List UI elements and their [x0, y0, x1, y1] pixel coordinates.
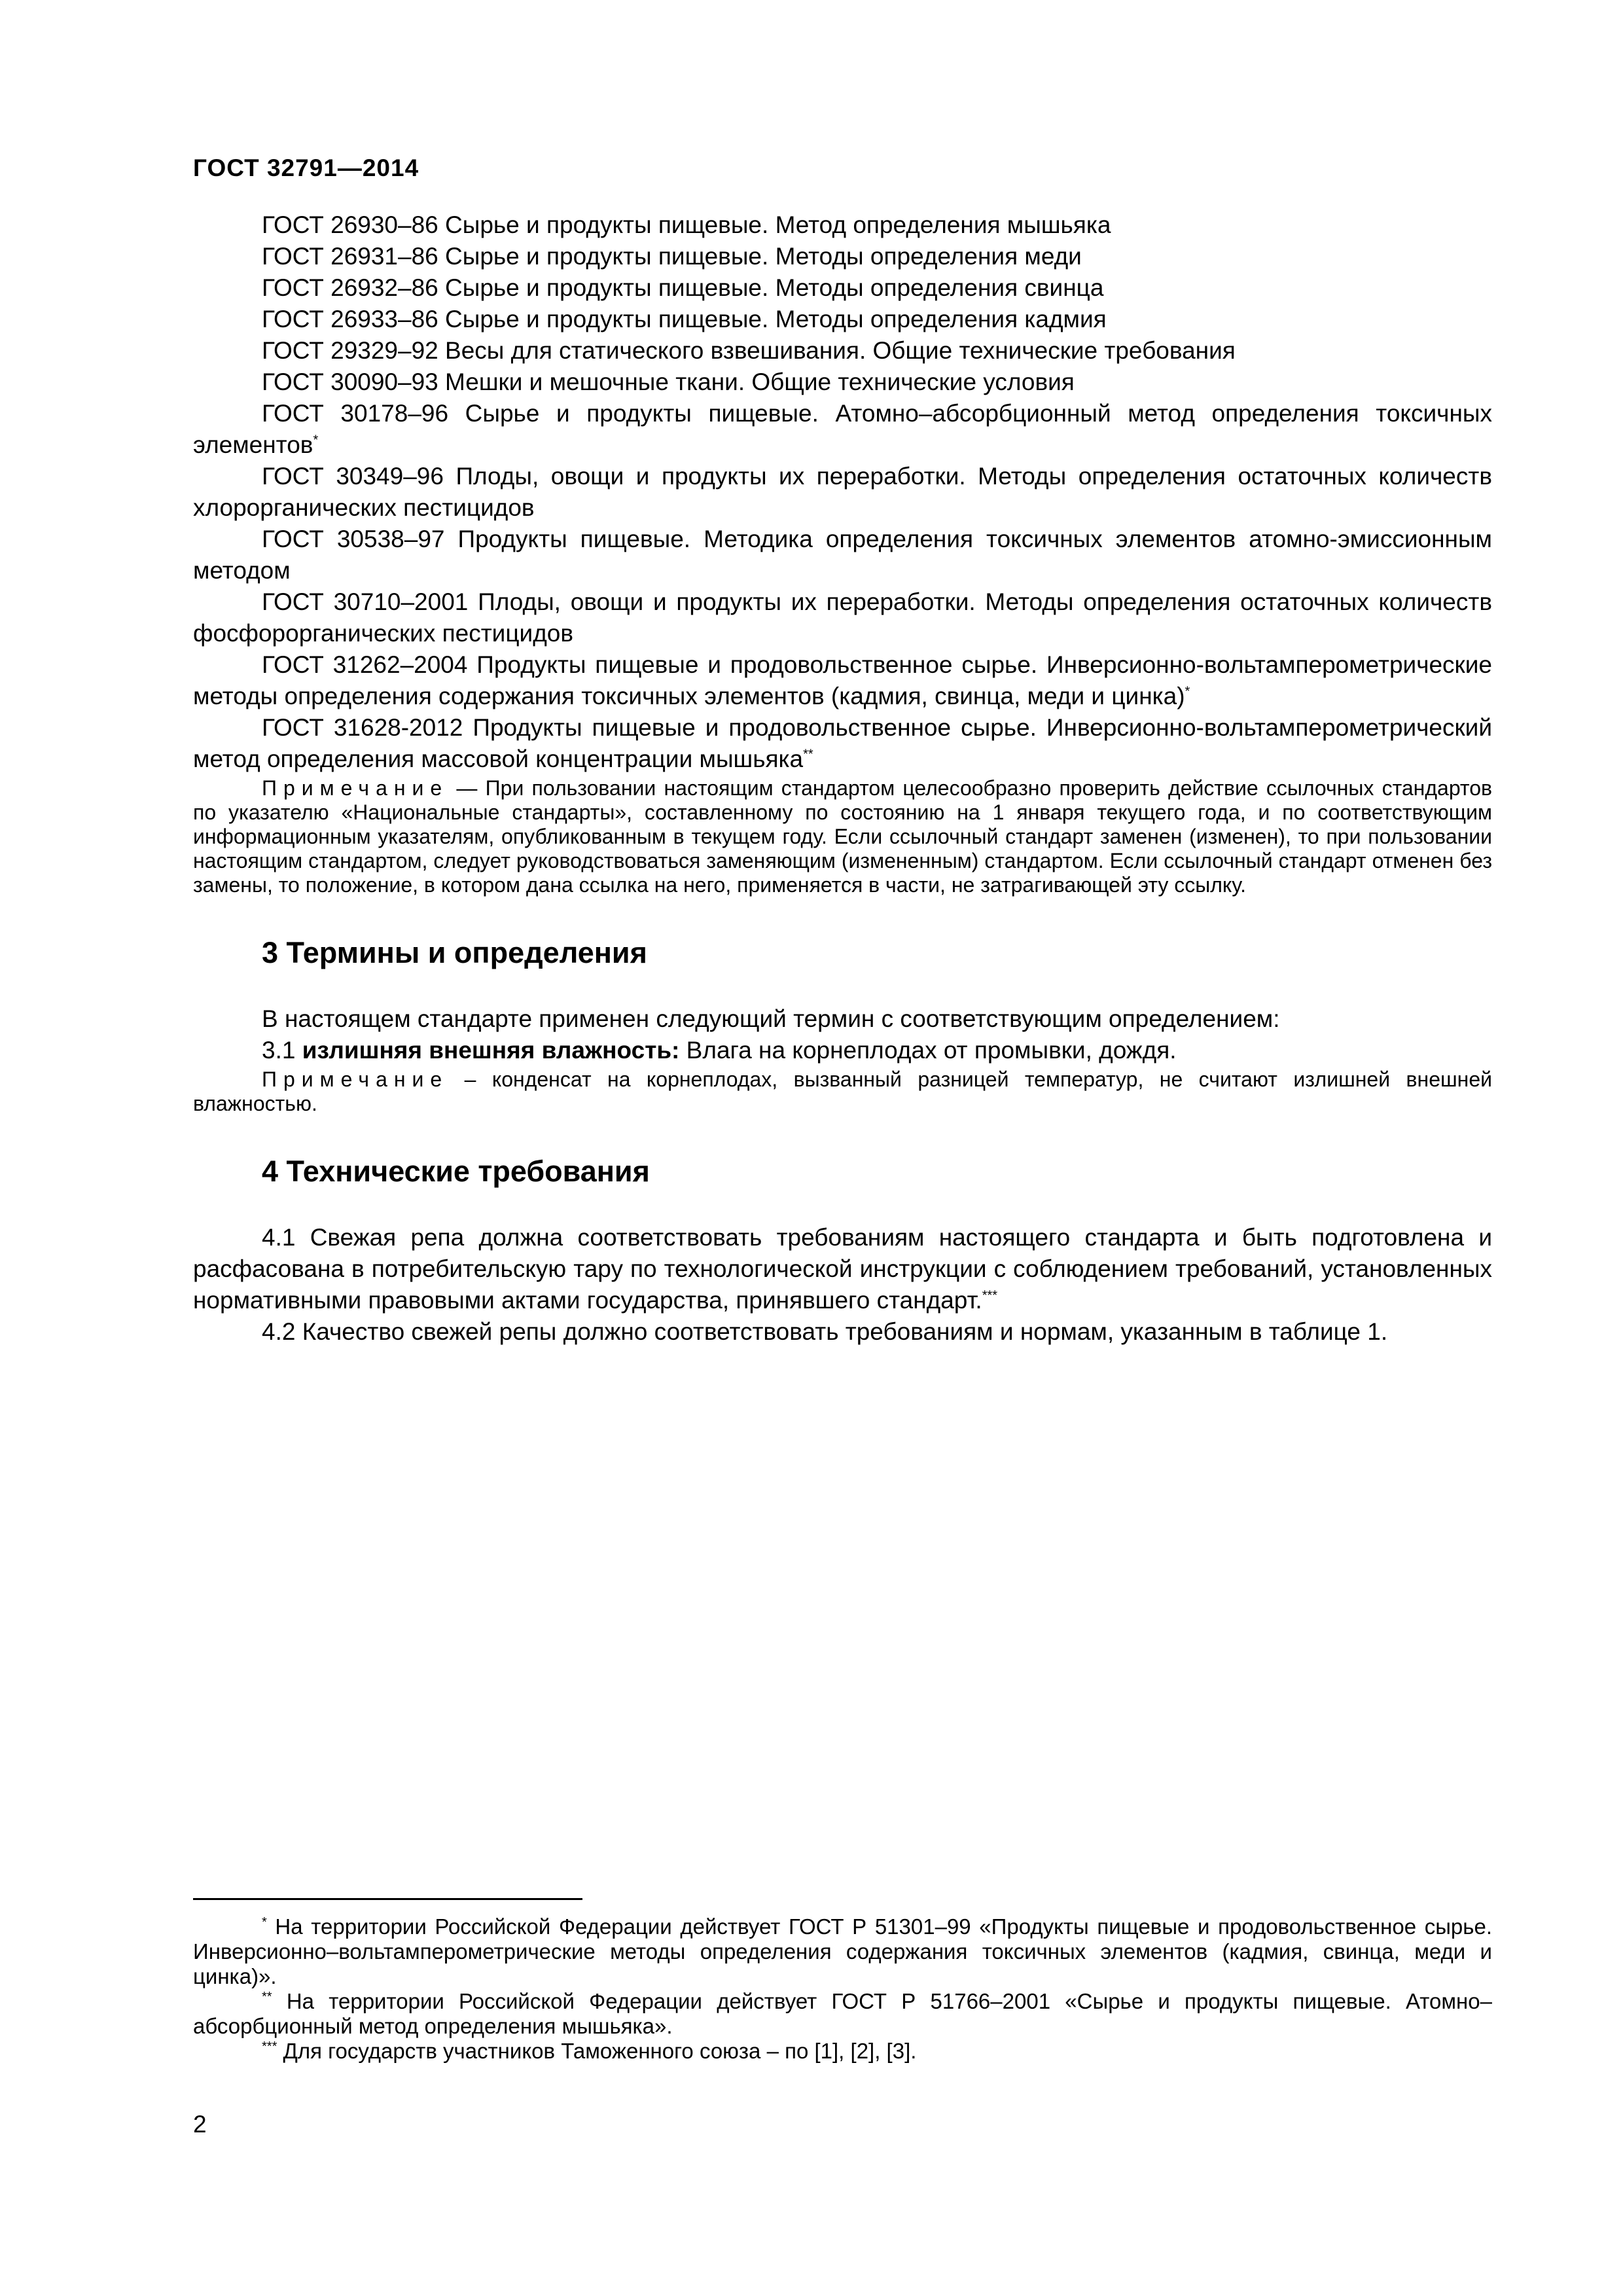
footnote-mark: * — [313, 433, 319, 448]
footnotes — [193, 1898, 1492, 2064]
footnote-item: *** Для государств участников Таможенного союза – по [1], [2], [3]. — [262, 2039, 917, 2063]
footnote-item: ** На территории Российской Федерации действует ГОСТ Р 51766–2001 «Сырье и продукты пищевые. Атомно–абсорбционный метод определения мышьяка». — [193, 1989, 1492, 2038]
reference-item: ГОСТ 26932–86 Сырье и продукты пищевые. Методы определения свинца — [262, 274, 1104, 301]
note-text: — При пользовании настоящим стандартом целесообразно проверить действие ссылочных стандартов по указателю «Национальные стандарты», составленному по состоянию на 1 января текущего года, и по соответствующим информационным указателям, опубликованным в текущем году. Если ссылочный стандарт заменен (изменен), то при пользовании настоящим стандартом, следует руководствоваться заменяющим (измененным) стандартом. Если ссылочный стандарт отменен без замены, то положение, в котором дана ссылка на него, применяется в части, не затрагивающей эту ссылку. — [193, 776, 1492, 897]
footnote-mark: ** — [803, 747, 813, 762]
footnote-mark: * — [262, 1915, 267, 1929]
footnote-mark: * — [1185, 684, 1190, 699]
clause-4-1: 4.1 Свежая репа должна соответствовать требованиям настоящего стандарта и быть подготовлена и расфасована в потребительскую тару по технологической инструкции с соблюдением требований, установленных нормативными правовыми актами государства, принявшего стандарт.*** — [193, 1224, 1492, 1314]
reference-item: ГОСТ 26930–86 Сырье и продукты пищевые. Метод определения мышьяка — [262, 211, 1111, 238]
note-label: Примечание — [262, 1067, 449, 1091]
document-header: ГОСТ 32791—2014 — [193, 154, 419, 181]
reference-item: ГОСТ 31262–2004 Продукты пищевые и продовольственное сырье. Инверсионно-вольтамперометрические методы определения содержания токсичных элементов (кадмия, свинца, меди и цинка)* — [193, 651, 1492, 709]
page-body — [193, 209, 1492, 1348]
normative-references-list — [193, 209, 1492, 775]
reference-item: ГОСТ 30090–93 Мешки и мешочные ткани. Общие технические условия — [262, 368, 1075, 395]
term-note — [193, 1067, 1492, 1116]
reference-item: ГОСТ 26933–86 Сырье и продукты пищевые. Методы определения кадмия — [262, 306, 1107, 332]
section-4-heading: 4 Технические требования — [262, 1155, 650, 1188]
footnote-separator — [193, 1898, 582, 1900]
footnote-mark: *** — [262, 2039, 277, 2054]
reference-item: ГОСТ 26931–86 Сырье и продукты пищевые. Методы определения меди — [262, 243, 1082, 270]
reference-item: ГОСТ 29329–92 Весы для статического взвешивания. Общие технические требования — [262, 337, 1236, 364]
reference-item: ГОСТ 30710–2001 Плоды, овощи и продукты их переработки. Методы определения остаточных количеств фосфорорганических пестицидов — [193, 588, 1492, 647]
reference-item: ГОСТ 31628-2012 Продукты пищевые и продовольственное сырье. Инверсионно-вольтамперометрический метод определения массовой концентрации мышьяка** — [193, 714, 1492, 772]
term-name: излишняя внешняя влажность: — [302, 1037, 680, 1064]
section-3-intro: В настоящем стандарте применен следующий термин с соответствующим определением: — [262, 1005, 1280, 1032]
note-text: – конденсат на корнеплодах, вызванный разницей температур, не считают излишней внешней влажностью. — [193, 1067, 1492, 1115]
footnote-mark: ** — [262, 1990, 272, 2004]
section-3-heading: 3 Термины и определения — [262, 936, 647, 969]
reference-item: ГОСТ 30538–97 Продукты пищевые. Методика определения токсичных элементов атомно-эмиссионным методом — [193, 526, 1492, 584]
footnote-item: * На территории Российской Федерации действует ГОСТ Р 51301–99 «Продукты пищевые и продовольственное сырье. Инверсионно–вольтамперометрические методы определения содержания токсичных элементов (кадмия, свинца, меди и цинка)». — [193, 1914, 1492, 1988]
clause-4-2: 4.2 Качество свежей репы должно соответствовать требованиям и нормам, указанным в таблице 1. — [262, 1318, 1388, 1345]
reference-item: ГОСТ 30178–96 Сырье и продукты пищевые. Атомно–абсорбционный метод определения токсичных элементов* — [193, 400, 1492, 458]
reference-item: ГОСТ 30349–96 Плоды, овощи и продукты их переработки. Методы определения остаточных количеств хлорорганических пестицидов — [193, 463, 1492, 521]
reference-note — [193, 776, 1492, 897]
footnote-mark: *** — [982, 1288, 998, 1303]
term-definition: 3.1 излишняя внешняя влажность: Влага на корнеплодах от промывки, дождя. — [262, 1037, 1177, 1064]
note-label: Примечание — [262, 776, 449, 800]
page-number: 2 — [193, 2111, 207, 2138]
